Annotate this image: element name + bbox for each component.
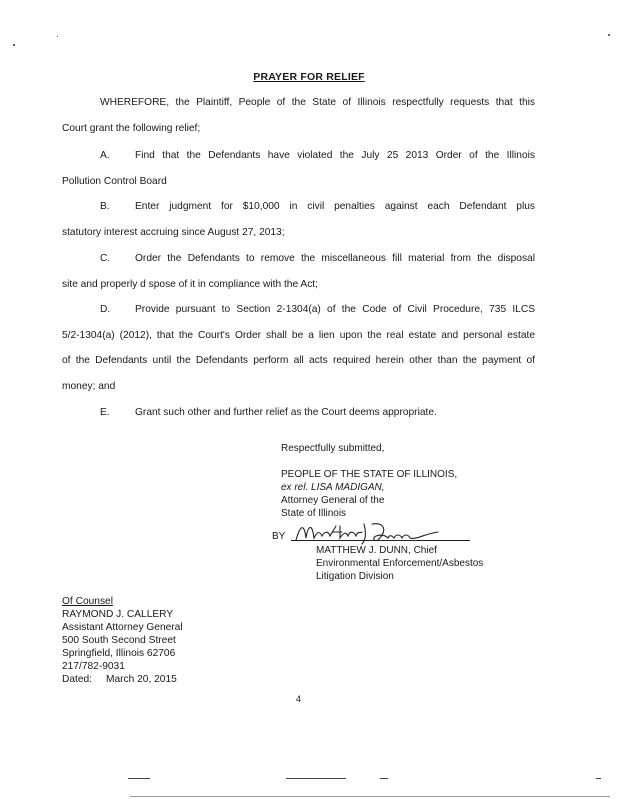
prayer-for-relief-heading: PRAYER FOR RELIEF [253,71,365,83]
scan-speck [57,36,58,37]
item-e-letter: E. [100,407,110,418]
item-d-line-3: of the Defendants until the Defendants perform all acts required herein other than the payment of [62,355,535,366]
counsel-name: RAYMOND J. CALLERY [62,609,174,620]
item-a-line-2: Pollution Control Board [62,176,167,187]
ex-rel-line: ex rel. LISA MADIGAN, [281,482,385,493]
item-d-line-1: Provide pursuant to Section 2-1304(a) of the Code of Civil Procedure, 735 ILCS [135,304,535,315]
counsel-street: 500 South Second Street [62,635,176,646]
scan-artifact-line [128,778,150,779]
page-number: 4 [296,694,302,704]
division-line-2: Litigation Division [316,571,394,582]
of-counsel-heading: Of Counsel [62,596,113,607]
scan-artifact-line [380,778,388,779]
counsel-role: Assistant Attorney General [62,622,183,633]
scan-artifact-line [286,778,346,779]
item-e-line-1: Grant such other and further relief as the Court deems appropriate. [135,407,437,418]
item-a-line-1: Find that the Defendants have violated the July 25 2013 Order of the Illinois [135,150,535,161]
signature-line [291,540,470,541]
counsel-city: Springfield, Illinois 62706 [62,648,176,659]
scan-speck [13,44,15,46]
item-d-line-4: money; and [62,381,116,392]
item-d-letter: D. [100,304,111,315]
division-line-1: Environmental Enforcement/Asbestos [316,558,484,569]
scan-artifact-line [596,778,601,779]
scan-artifact-line [130,796,610,797]
intro-line-1: WHEREFORE, the Plaintiff, People of the State of Illinois respectfully requests that this [100,97,535,108]
by-label: BY [272,531,286,542]
handwritten-signature [292,518,442,548]
item-a-letter: A. [100,150,110,161]
attorney-general-line-2: State of Illinois [281,508,347,519]
item-c-letter: C. [100,253,111,264]
item-b-line-1: Enter judgment for $10,000 in civil penalties against each Defendant plus [135,201,535,212]
scan-speck [608,34,610,36]
counsel-phone: 217/782-9031 [62,661,125,672]
item-b-line-2: statutory interest accruing since August 27, 2013; [62,227,285,238]
item-c-line-2: site and properly d spose of it in compliance with the Act; [62,279,318,290]
dated-label: Dated: [62,674,93,685]
dated-value: March 20, 2015 [106,674,177,685]
item-b-letter: B. [100,201,110,212]
party-name: PEOPLE OF THE STATE OF ILLINOIS, [281,469,458,480]
closing-text: Respectfully submitted, [281,443,385,454]
item-d-line-2: 5/2-1304(a) (2012), that the Court's Order shall be a lien upon the real estate and personal estate [62,330,535,341]
intro-line-2: Court grant the following relief; [62,123,201,134]
attorney-general-line-1: Attorney General of the [281,495,385,506]
item-c-line-1: Order the Defendants to remove the miscellaneous fill material from the disposal [135,253,535,264]
signer-name: MATTHEW J. DUNN, Chief [316,545,437,556]
